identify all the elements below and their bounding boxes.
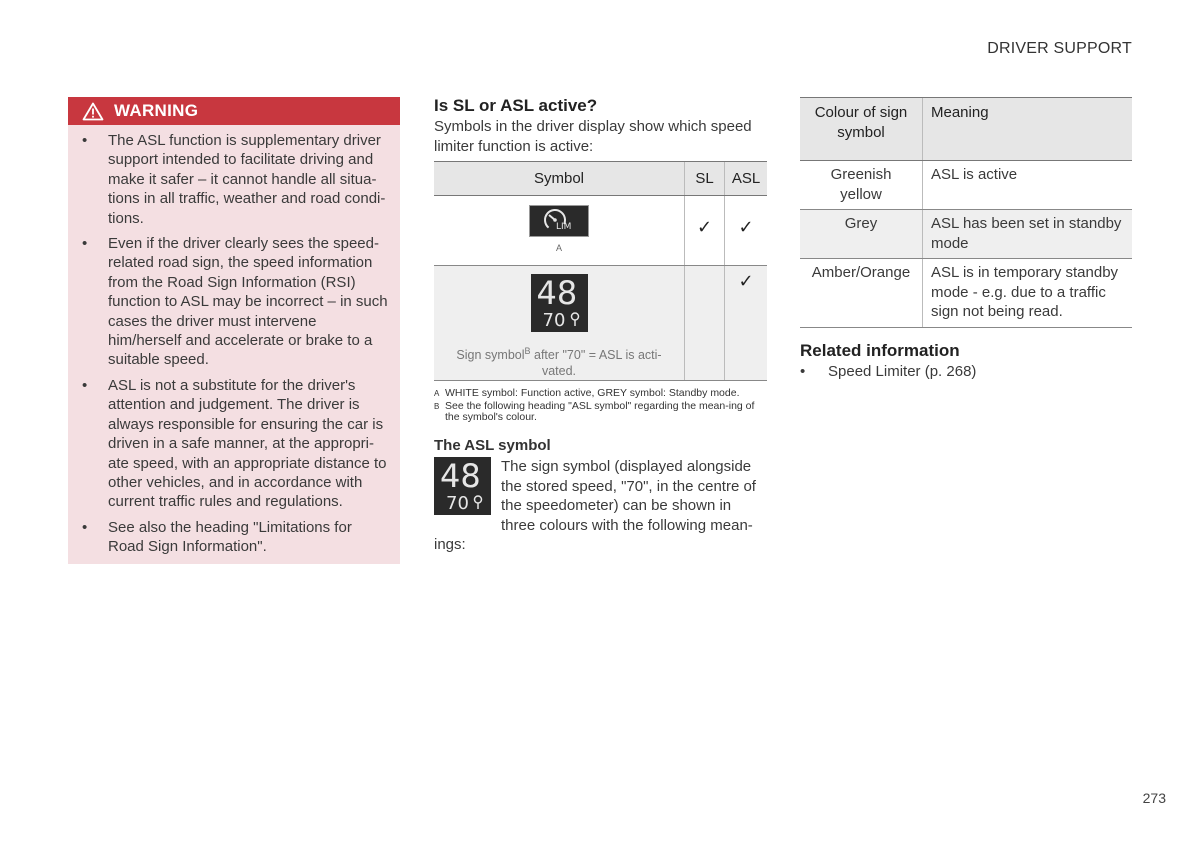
colour-cell: Greenish yellow: [800, 161, 923, 210]
sign-symbol-icon: [473, 495, 483, 509]
asl-sign-icon: [531, 274, 588, 332]
table-row: [800, 210, 1132, 259]
active-heading: Is SL or ASL active?: [434, 96, 598, 115]
right-column: [800, 97, 1132, 381]
warning-triangle-icon: [82, 102, 104, 121]
footnotes: [434, 388, 767, 423]
asl-sign-icon: [434, 457, 491, 515]
page-number: 273: [1142, 790, 1166, 806]
related-link[interactable]: • Speed Limiter (p. 268): [800, 362, 1132, 381]
footnote-mark: A: [434, 389, 440, 399]
colour-table: [800, 97, 1132, 328]
header-asl: ASL: [725, 162, 768, 196]
symbol-cell: [434, 266, 685, 381]
warning-title: WARNING: [114, 101, 199, 120]
colour-cell: Grey: [800, 210, 923, 259]
sl-cell: [685, 196, 725, 266]
lim-label: LIM: [556, 222, 572, 232]
meaning-cell: ASL is active: [923, 161, 1133, 210]
meaning-cell: ASL has been set in standby mode: [923, 210, 1133, 259]
warning-list: [68, 125, 400, 557]
caption-text: Sign symbol: [456, 348, 525, 363]
symbol-table-header: [434, 162, 767, 196]
asl-symbol-heading: The ASL symbol: [434, 437, 551, 455]
colour-table-header: [800, 98, 1132, 161]
related-heading: Related information: [800, 340, 960, 360]
table-row: [800, 259, 1132, 328]
footnote: [434, 401, 767, 423]
symbol-table: [434, 161, 767, 381]
section-header: DRIVER SUPPORT: [987, 40, 1132, 57]
asl-cell: [725, 196, 768, 266]
footnote-mark-b: B: [524, 346, 531, 356]
warning-item: • See also the heading "Limitations for Road Sign Information".: [82, 518, 390, 557]
middle-column: [434, 96, 767, 555]
stored-speed: 70: [542, 310, 566, 331]
current-speed: 48: [440, 457, 481, 496]
caption-text: after "70" = ASL is acti-vated.: [530, 348, 662, 379]
sign-symbol-icon: [570, 312, 580, 326]
sign-caption: [445, 343, 673, 379]
current-speed: 48: [536, 274, 578, 312]
warning-item: • Even if the driver clearly sees the speed-related road sign, the speed information from the Road Sign Information (RSI) function to ASL may be incorrect – in such cases the driver must intervene him/herself and accelerate or brake to a suitable speed.: [82, 234, 390, 370]
footnote: [434, 388, 767, 399]
footnote-mark: B: [434, 402, 440, 412]
footnote-text: WHITE symbol: Function active, GREY symbol: Standby mode.: [445, 387, 740, 400]
table-row: [434, 196, 767, 266]
footnote-mark-a: A: [555, 243, 562, 253]
sl-cell: [685, 266, 725, 381]
colour-cell: Amber/Orange: [800, 259, 923, 328]
check-icon: ✓: [738, 217, 754, 237]
header-meaning: Meaning: [923, 98, 1133, 161]
asl-symbol-section: [434, 457, 767, 555]
active-intro: Symbols in the driver display show which speed limiter function is active:: [434, 118, 752, 155]
warning-item: • ASL is not a substitute for the driver's attention and judgement. The driver is always responsible for ensuring the car is driven in a safe manner, at the appropri-ate speed, with an appropriate distance to other vehicles, and in accordance with current traffic rules and regulations.: [82, 376, 390, 512]
meaning-cell: ASL is in temporary standby mode - e.g. due to a traffic sign not being read.: [923, 259, 1133, 328]
stored-speed: 70: [446, 493, 469, 515]
asl-symbol-text: The sign symbol (displayed alongside the stored speed, "70", in the centre of the speedometer) can be shown in three colours with the following mean-ings:: [434, 458, 756, 554]
table-row: [800, 161, 1132, 210]
speed-limiter-icon: [529, 205, 589, 237]
header-symbol: Symbol: [434, 162, 685, 196]
warning-header: [68, 97, 400, 125]
symbol-cell: [434, 196, 685, 266]
footnote-text: See the following heading "ASL symbol" regarding the mean-ing of the symbol's colour.: [445, 400, 755, 424]
table-row: [434, 266, 767, 381]
warning-item: • The ASL function is supplementary driver support intended to facilitate driving and make it safer – it cannot handle all situa-tions in all traffic, weather and road condi-tions.: [82, 131, 390, 228]
related-list: [800, 362, 1132, 381]
asl-cell: [725, 266, 768, 381]
check-icon: ✓: [738, 271, 754, 291]
check-icon: ✓: [696, 217, 713, 237]
header-colour: Colour of sign symbol: [800, 98, 923, 161]
header-sl: SL: [685, 162, 725, 196]
warning-box: [68, 97, 400, 564]
check-icon: [686, 267, 723, 271]
